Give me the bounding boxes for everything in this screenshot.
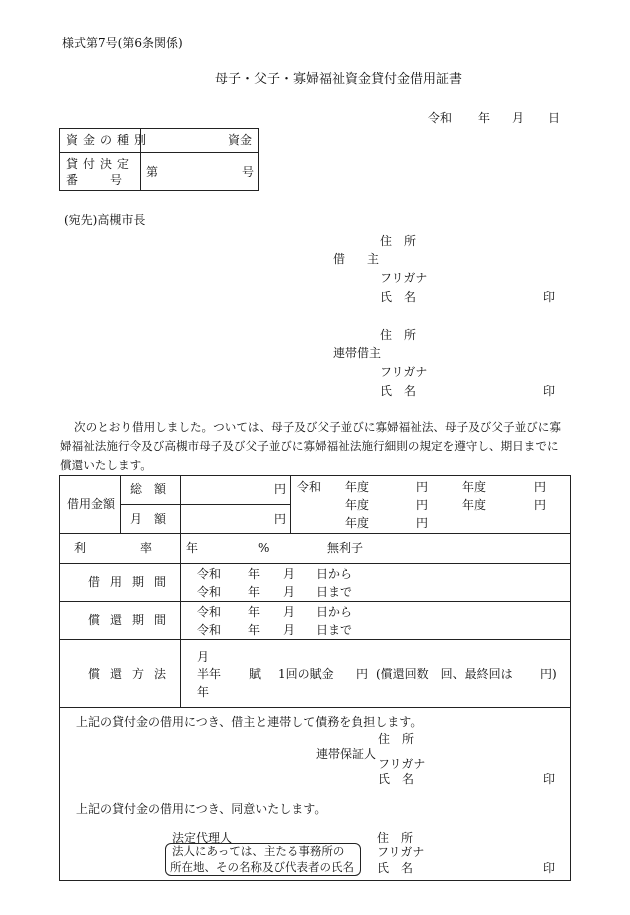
borrow-period-to-era: 令和 <box>197 585 222 599</box>
repay-method-month: 月 <box>197 650 210 664</box>
decision-label-2: 番 号 <box>66 173 133 187</box>
schedule-era: 令和 <box>297 480 322 494</box>
repay-method-count-note: (償還回数 回、最終回は <box>376 667 513 681</box>
borrow-period-from-month: 月 <box>283 567 296 581</box>
joint-borrower-role: 連帯借主 <box>333 346 382 360</box>
borrower-role: 借 主 <box>333 252 385 266</box>
repay-period-from-day: 日から <box>316 605 353 619</box>
loan-total-yen: 円 <box>274 482 287 496</box>
interest-free: 無利子 <box>327 541 364 555</box>
guarantor-address-label: 住 所 <box>378 732 415 746</box>
guarantor-name-label: 氏 名 <box>378 772 415 786</box>
schedule-nendo-1: 年度 <box>345 480 370 494</box>
borrow-period-label: 借用期間 <box>88 575 177 589</box>
schedule-yen-1: 円 <box>416 480 429 494</box>
borrow-period-from-day: 日から <box>316 567 353 581</box>
consent-furigana-label: フリガナ <box>377 845 425 859</box>
joint-borrower-address-label: 住 所 <box>380 328 417 342</box>
schedule-yen-4: 円 <box>534 498 547 512</box>
interest-label: 利 率 <box>74 541 163 555</box>
borrow-period-from-era: 令和 <box>197 567 222 581</box>
repay-period-label: 償還期間 <box>88 613 177 627</box>
date-year: 年 <box>478 111 491 125</box>
repay-method-label: 償還方法 <box>88 667 177 681</box>
body-text-line-2: 婦福祉法施行令及び高槻市母子及び父子並びに寡婦福祉法施行細則の規定を遵守し、期日までに <box>60 439 559 453</box>
date-month: 月 <box>512 111 525 125</box>
legal-rep-label: 法定代理人 <box>172 831 233 845</box>
loan-amount-label: 借用金額 <box>67 497 116 511</box>
schedule-nendo-5: 年度 <box>345 516 370 530</box>
repay-period-from-era: 令和 <box>197 605 222 619</box>
borrower-name-label: 氏 名 <box>380 290 417 304</box>
addressee: (宛先)高槻市長 <box>64 213 146 227</box>
corp-note-line-2: 所在地、その名称及び代表者の氏名 <box>170 860 354 874</box>
corp-note-line-1: 法人にあっては、主たる事務所の <box>172 844 345 858</box>
interest-year: 年 <box>186 541 199 555</box>
repay-period-to-year: 年 <box>248 623 261 637</box>
schedule-nendo-3: 年度 <box>345 498 370 512</box>
schedule-yen-2: 円 <box>534 480 547 494</box>
consent-statement: 上記の貸付金の借用につき、同意いたします。 <box>76 802 327 816</box>
borrow-period-from-year: 年 <box>248 567 261 581</box>
fund-type-label: 資金の種別 <box>66 133 152 147</box>
date-day: 日 <box>548 111 561 125</box>
decision-prefix: 第 <box>146 165 159 179</box>
consent-seal: 印 <box>543 861 556 875</box>
repay-method-half-year: 半年 <box>197 667 222 681</box>
joint-borrower-name-label: 氏 名 <box>380 384 417 398</box>
consent-name-label: 氏 名 <box>377 861 414 875</box>
consent-address-label: 住 所 <box>377 831 414 845</box>
guarantor-seal: 印 <box>543 772 556 786</box>
schedule-yen-3: 円 <box>416 498 429 512</box>
loan-total-label: 総 額 <box>130 482 167 496</box>
borrow-period-to-month: 月 <box>283 585 296 599</box>
schedule-nendo-4: 年度 <box>462 498 487 512</box>
page-title: 母子・父子・寡婦福祉資金貸付金借用証書 <box>215 72 463 87</box>
schedule-yen-5: 円 <box>416 516 429 530</box>
fund-type-suffix: 資金 <box>228 133 253 147</box>
joint-borrower-furigana-label: フリガナ <box>380 365 428 379</box>
borrow-period-to-day: 日まで <box>316 585 353 599</box>
repay-method-close-note: 円) <box>540 667 557 681</box>
guarantor-role: 連帯保証人 <box>316 747 377 761</box>
decision-label-1: 貸付決定 <box>66 157 135 171</box>
interest-percent: % <box>258 541 270 555</box>
repay-method-per-payment: 1回の賦金 <box>278 667 334 681</box>
repay-period-from-year: 年 <box>248 605 261 619</box>
borrower-furigana-label: フリガナ <box>380 271 428 285</box>
repay-method-fu: 賦 <box>249 667 262 681</box>
joint-borrower-seal: 印 <box>543 384 556 398</box>
body-text-line-3: 償還いたします。 <box>60 458 152 472</box>
guarantor-statement: 上記の貸付金の借用につき、借主と連帯して債務を負担します。 <box>76 715 423 729</box>
repay-method-year: 年 <box>197 685 210 699</box>
borrower-address-label: 住 所 <box>380 234 417 248</box>
repay-period-to-era: 令和 <box>197 623 222 637</box>
repay-method-yen: 円 <box>356 667 369 681</box>
body-text-line-1: 次のとおり借用しました。ついては、母子及び父子並びに寡婦福祉法、母子及び父子並びに寡 <box>74 420 561 434</box>
schedule-nendo-2: 年度 <box>462 480 487 494</box>
loan-monthly-yen: 円 <box>274 512 287 526</box>
form-number: 様式第7号(第6条関係) <box>62 36 183 50</box>
repay-period-to-day: 日まで <box>316 623 353 637</box>
borrower-seal: 印 <box>543 290 556 304</box>
date-era: 令和 <box>428 111 453 125</box>
decision-suffix: 号 <box>242 165 255 179</box>
repay-period-from-month: 月 <box>283 605 296 619</box>
repay-period-to-month: 月 <box>283 623 296 637</box>
borrow-period-to-year: 年 <box>248 585 261 599</box>
loan-monthly-label: 月 額 <box>130 512 167 526</box>
guarantor-furigana-label: フリガナ <box>378 757 426 771</box>
